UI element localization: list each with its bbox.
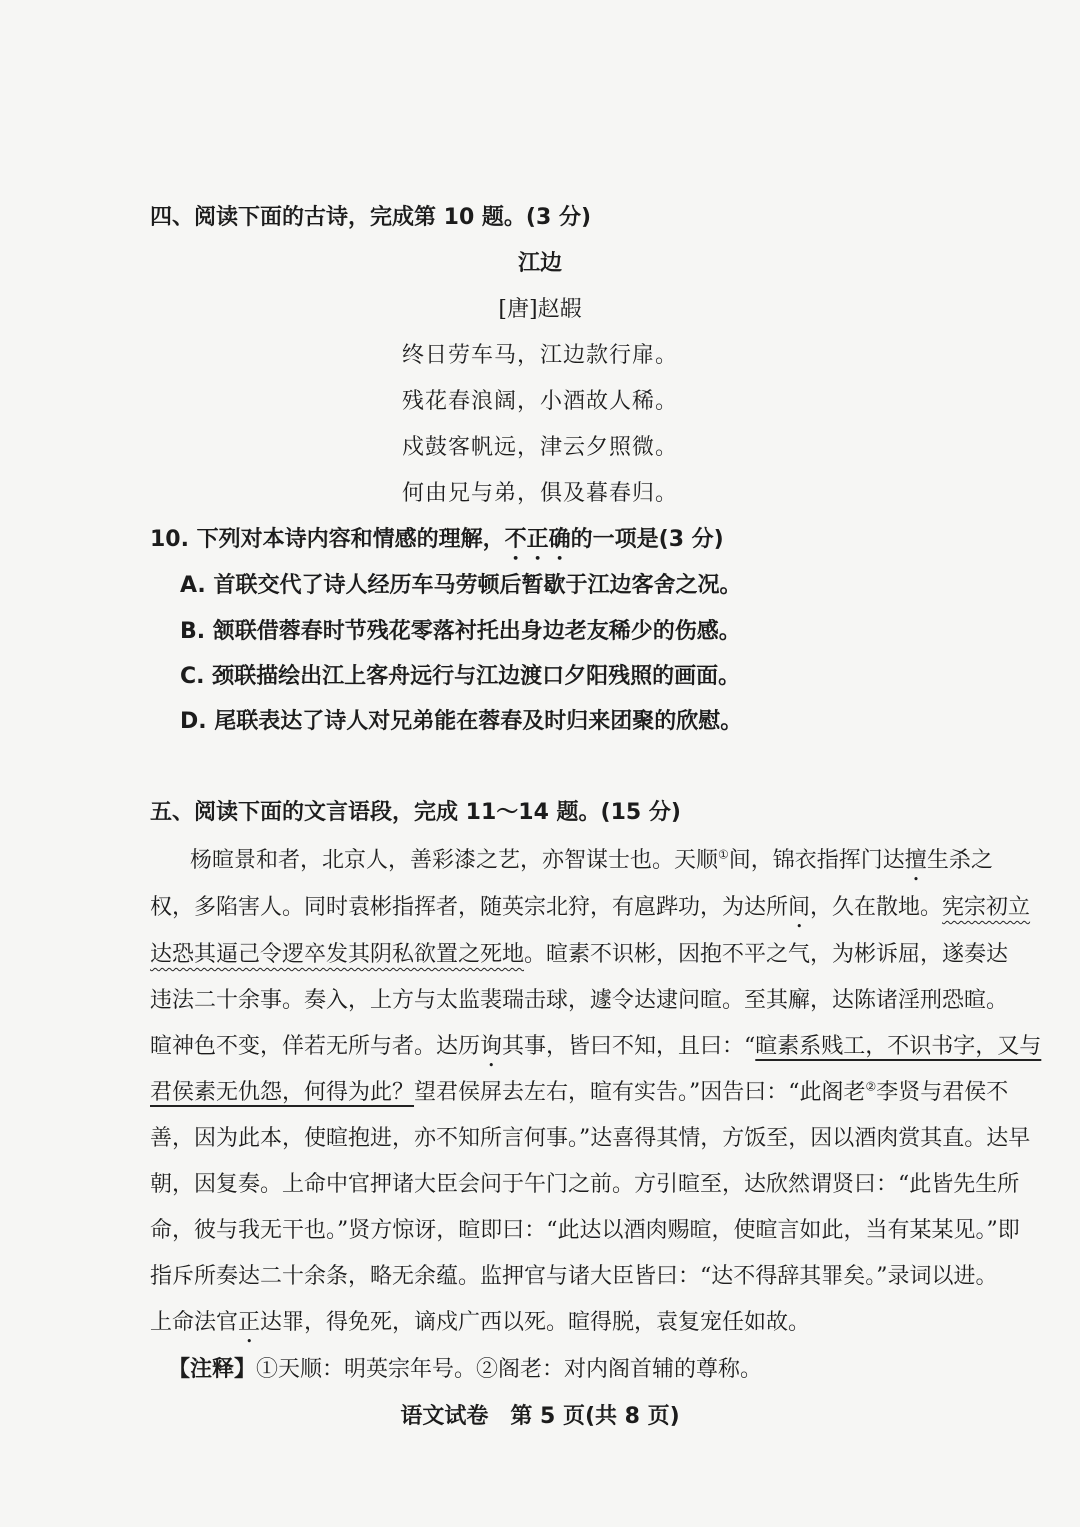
- passage-line-9: 命，彼与我无干也。”贤方惊讶，暄即曰：“此达以酒肉赐暄，使暄言如此，当有某某见。”即: [150, 1218, 1020, 1243]
- option-b: B. 颔联借蓉春时节残花零落衬托出身边老友稀少的伤感。: [180, 619, 741, 644]
- passage-line-5-a: 暄神色不变，佯若无所与者。达历: [150, 1034, 481, 1059]
- passage-line-1-b: 间，锦衣指挥门达: [728, 848, 905, 873]
- option-a: A. 首联交代了诗人经历车马劳顿后暂歇于江边客舍之况。: [180, 573, 742, 598]
- wavy-underline-part-1: 宪宗初立: [942, 895, 1031, 920]
- passage-line-6: [150, 1078, 1008, 1108]
- passage-line-1-a: 杨暄景和者，北京人，善彩漆之艺，亦智谋士也。天顺: [190, 848, 719, 873]
- passage-line-8: 朝，因复奏。上命中官押诸大臣会问于午门之前。方引暄至，达欣然谓贤曰：“此皆先生所: [150, 1172, 1020, 1197]
- emphasis-shan: 擅: [904, 848, 927, 873]
- passage-line-1-c: 生杀之: [926, 848, 993, 873]
- passage-line-11: [150, 1308, 810, 1348]
- passage-line-10: 指斥所奏达二十余条，略无余蕴。监押官与诸大臣皆曰：“达不得辞其罪矣。”录词以进。: [150, 1264, 998, 1289]
- passage-line-3-b: 。暄素不识彬，因抱不平之气，为彬诉屈，遂奏达: [524, 942, 1009, 967]
- passage-line-5: [150, 1032, 1041, 1072]
- passage-line-1: [190, 846, 993, 886]
- poem-line-2: 残花春浪阔，小酒故人稀。: [401, 389, 678, 414]
- emphasis-zheng: 正: [238, 1310, 261, 1335]
- poem-title: 江边: [517, 251, 562, 276]
- passage-line-11-a: 上命法官: [150, 1310, 239, 1335]
- question-10-stem-start: 10. 下列对本诗内容和情感的理解，: [150, 527, 505, 552]
- emphasis-xun: 询: [480, 1034, 503, 1059]
- question-10-stem-end: 的一项是(3 分): [570, 527, 724, 552]
- poem-line-3: 戍鼓客帆远，津云夕照微。: [401, 435, 678, 460]
- passage-line-2: [150, 893, 1030, 933]
- passage-line-6-c: 李贤与君侯不: [876, 1080, 1009, 1105]
- passage-line-3: [150, 940, 1008, 970]
- annotation-label: 【注释】: [168, 1357, 257, 1382]
- passage-line-11-b: 达罪，得免死，谪戍广西以死。暄得脱，袁复宠任如故。: [260, 1310, 811, 1335]
- annotation-text: ①天顺：明英宗年号。②阁老：对内阁首辅的尊称。: [256, 1357, 763, 1382]
- poem-author: [唐]赵嘏: [498, 297, 582, 322]
- wavy-underline-part-2: 达恐其逼己令逻卒发其阴私欲置之死地: [150, 942, 525, 967]
- option-c: C. 颈联描绘出江上客舟远行与江边渡口夕阳残照的画面。: [180, 664, 741, 689]
- annotation: [168, 1355, 762, 1385]
- poem-line-4: 何由兄与弟，俱及暮春归。: [401, 481, 678, 506]
- passage-line-2-b: ，久在散地。: [810, 895, 943, 920]
- passage-line-6-b: 望君侯屏去左右，暄有实告。”因告曰：“此阁老: [414, 1080, 866, 1105]
- passage-line-7: 善，因为此本，使暄抱进，亦不知所言何事。”达喜得其情，方饭至，因以酒肉赏其直。达早: [150, 1126, 1031, 1151]
- passage-line-2-a: 权，多陷害人。同时袁彬指挥者，随英宗北狩，有扈跸功，为达所: [150, 895, 789, 920]
- option-d: D. 尾联表达了诗人对兄弟能在蓉春及时归来团聚的欣慰。: [180, 709, 743, 734]
- section4-heading: 四、阅读下面的古诗，完成第 10 题。(3 分): [150, 205, 592, 230]
- note-marker-2: ②: [865, 1079, 877, 1094]
- section5-heading: 五、阅读下面的文言语段，完成 11～14 题。(15 分): [150, 800, 681, 825]
- passage-line-5-b: 其事，皆曰不知，且曰：“: [502, 1034, 756, 1059]
- note-marker-1: ①: [718, 847, 729, 862]
- passage-line-4: 违法二十余事。奏入，上方与太监裴瑞击球，遽令达逮问暄。至其廨，达陈诸淫刑恐暄。: [150, 988, 1009, 1013]
- question-10-stem: [150, 525, 724, 565]
- straight-underline-part-2: 君侯素无仇怨，何得为此？: [150, 1080, 415, 1105]
- poem-line-1: 终日劳车马，江边款行扉。: [401, 343, 678, 368]
- straight-underline-part-1: 暄素系贱工，不识书字，又与: [755, 1034, 1042, 1059]
- page-footer: 语文试卷 第 5 页(共 8 页): [400, 1404, 680, 1429]
- emphasis-jian: 间: [788, 895, 811, 920]
- question-10-emphasis: 不正确: [504, 527, 571, 552]
